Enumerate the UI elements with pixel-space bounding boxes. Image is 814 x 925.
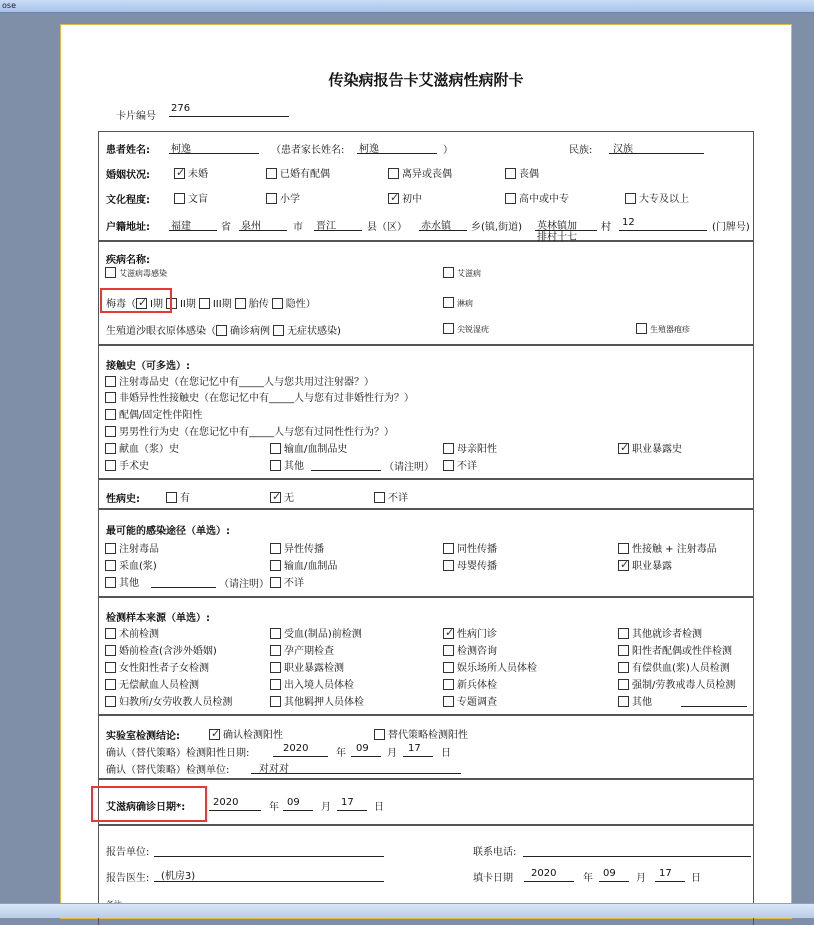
lab-month[interactable]: 09 [356, 743, 369, 754]
fill-year[interactable]: 2020 [531, 868, 557, 879]
county-underline [314, 218, 362, 231]
diagnosis-day-underline [337, 798, 367, 811]
route-hetero[interactable] [270, 540, 324, 555]
lab-confirmed[interactable] [209, 726, 283, 741]
source-option[interactable] [270, 676, 354, 691]
edu-illiterate[interactable] [174, 190, 208, 205]
opt-label: 未婚 [188, 169, 208, 180]
opt-label: 小学 [280, 194, 300, 205]
checkbox-icon[interactable] [270, 443, 281, 454]
card-no-value[interactable]: 276 [171, 103, 191, 114]
checkbox-icon[interactable] [105, 443, 116, 454]
contact-occupational[interactable] [618, 440, 682, 455]
lab-month-underline [351, 744, 381, 757]
diagnosis-m: 月 [321, 802, 331, 813]
checkbox-icon[interactable] [174, 193, 185, 204]
source-option[interactable] [443, 659, 537, 674]
std-section [98, 479, 754, 509]
contact-item-4[interactable] [105, 423, 394, 438]
checkbox-icon[interactable] [443, 267, 454, 278]
fill-date-label: 填卡日期 [473, 873, 513, 884]
checkbox-icon[interactable] [174, 168, 185, 179]
route-occupational[interactable] [618, 557, 672, 572]
checkbox-icon[interactable] [105, 679, 116, 690]
contact-transfusion[interactable] [270, 440, 347, 455]
opt-label: 献血（浆）史 [119, 444, 179, 455]
opt-label: 输血/血制品 [284, 561, 338, 572]
opt-label: 出入境人员体检 [284, 680, 354, 691]
marital-married[interactable] [266, 165, 330, 180]
opt-label: 初中 [402, 194, 422, 205]
opt-label: 性病门诊 [457, 629, 497, 640]
contact-item-3[interactable] [105, 406, 202, 421]
lab-unit-field[interactable]: 对对对 [259, 764, 289, 775]
checkbox-icon[interactable] [105, 543, 116, 554]
opt-label: 男男性行为史（在您记忆中有_____人与您有过同性性行为？） [119, 427, 394, 438]
patient-name-underline [169, 141, 259, 154]
opt-label: 其他 [119, 578, 139, 589]
lab-year[interactable]: 2020 [283, 743, 309, 754]
source-option[interactable] [270, 693, 364, 708]
source-option[interactable] [618, 676, 735, 691]
std-no[interactable] [270, 489, 294, 504]
opt-label: 术前检测 [119, 629, 159, 640]
checkbox-icon[interactable] [374, 729, 385, 740]
lab-unit-underline [251, 761, 461, 774]
checkbox-icon[interactable] [443, 460, 454, 471]
checkbox-icon[interactable] [273, 325, 284, 336]
ethnic-field[interactable]: 汉族 [613, 144, 633, 155]
opt-label: 妇教所/女劳收教人员检测 [119, 697, 233, 708]
opt-label: I期 [150, 299, 163, 310]
diagnosis-year[interactable]: 2020 [213, 797, 239, 808]
opt-label: 确认检测阳性 [223, 730, 283, 741]
opt-label: 母婴传播 [457, 561, 497, 572]
diagnosis-month[interactable]: 09 [287, 797, 300, 808]
source-option[interactable] [270, 625, 362, 640]
ethnic-label: 民族: [569, 145, 593, 156]
house-field[interactable]: 12 [622, 217, 635, 228]
opt-label: 婚前检查(含涉外婚姻) [119, 646, 217, 657]
window-title: ose [2, 1, 16, 10]
opt-label: 注射毒品 [119, 544, 159, 555]
opt-label: 性接触 + 注射毒品 [632, 544, 717, 555]
checkbox-icon[interactable] [105, 392, 116, 403]
source-option[interactable] [443, 676, 497, 691]
checkbox-icon[interactable] [270, 543, 281, 554]
contact-other[interactable] [270, 457, 304, 472]
marital-divorced[interactable] [388, 165, 452, 180]
chlamydia-label: 生殖道沙眼衣原体感染（ [106, 326, 216, 337]
checkbox-icon[interactable] [443, 443, 454, 454]
diagnosis-y: 年 [269, 802, 279, 813]
city-field[interactable]: 泉州 [241, 221, 261, 232]
checkbox-icon[interactable] [235, 298, 246, 309]
opt-label: 专题调查 [457, 697, 497, 708]
doctor-field[interactable]: (机房3) [161, 871, 196, 882]
city-unit: 市 [293, 222, 303, 233]
parent-name-field[interactable]: 柯逸 [359, 144, 379, 155]
source-other-underline [681, 694, 747, 707]
opt-label: 尖锐湿疣 [457, 325, 489, 334]
checkbox-icon[interactable] [270, 679, 281, 690]
parent-name-label: （患者家长姓名: [271, 145, 345, 156]
contact-blood-donation[interactable] [105, 440, 179, 455]
checkbox-icon[interactable] [272, 298, 283, 309]
opt-label: 职业暴露 [632, 561, 672, 572]
opt-label: 同性传播 [457, 544, 497, 555]
opt-label: 替代策略检测阳性 [388, 730, 468, 741]
doctor-underline [154, 869, 384, 882]
fill-month[interactable]: 09 [603, 868, 616, 879]
county-field[interactable]: 晋江 [316, 221, 336, 232]
phone-label: 联系电话: [473, 847, 517, 858]
opt-label: 艾滋病毒感染 [119, 269, 167, 278]
lab-unit-label: 确认（替代策略）检测单位: [106, 765, 230, 776]
opt-label: 离异或丧偶 [402, 169, 452, 180]
marital-unmarried[interactable] [174, 165, 208, 180]
checkbox-icon[interactable] [443, 560, 454, 571]
disease-herpes[interactable] [636, 323, 690, 335]
lab-date-label: 确认（替代策略）检测阳性日期: [106, 748, 250, 759]
town-underline [419, 218, 467, 231]
edu-primary[interactable] [266, 190, 300, 205]
village-field[interactable]: 英林镇加 [537, 221, 577, 232]
opt-label: 女性阳性者子女检测 [119, 663, 209, 674]
province-field[interactable]: 福建 [171, 221, 191, 232]
lab-m: 月 [387, 748, 397, 759]
opt-label: 胎传 [248, 299, 269, 310]
checkbox-icon[interactable] [618, 628, 629, 639]
opt-label: 无症状感染) [287, 326, 341, 337]
checkbox-icon[interactable] [505, 168, 516, 179]
fill-day-underline [655, 869, 685, 882]
route-plasma[interactable] [105, 557, 157, 572]
source-option[interactable] [270, 642, 334, 657]
checkbox-icon[interactable] [625, 193, 636, 204]
window-titlebar [0, 0, 814, 13]
source-option[interactable] [105, 625, 159, 640]
contact-item-2[interactable] [105, 389, 414, 404]
house-unit: (门牌号) [712, 222, 750, 233]
checkbox-icon[interactable] [105, 267, 116, 278]
source-option[interactable] [443, 642, 497, 657]
opt-label: 母亲阳性 [457, 444, 497, 455]
opt-label: 新兵体检 [457, 680, 497, 691]
opt-label: 丧偶 [519, 169, 539, 180]
checkbox-icon[interactable] [105, 409, 116, 420]
checkbox-icon[interactable] [270, 492, 281, 503]
lab-year-underline [273, 744, 328, 757]
opt-label: 注射毒品史（在您记忆中有_____人与您共用过注射器？） [119, 377, 374, 388]
lab-label: 实验室检测结论: [106, 731, 180, 742]
checkbox-icon[interactable] [270, 577, 281, 588]
source-option[interactable] [618, 659, 730, 674]
checkbox-icon[interactable] [166, 492, 177, 503]
disease-label: 疾病名称: [106, 255, 150, 266]
checkbox-icon[interactable] [266, 193, 277, 204]
town-field[interactable]: 赤水镇 [421, 221, 451, 232]
opt-label: 孕产期检查 [284, 646, 334, 657]
route-other-underline [151, 575, 216, 588]
card-no-underline [169, 104, 289, 117]
report-unit-label: 报告单位: [106, 847, 150, 858]
contact-other-underline [311, 458, 381, 471]
route-sex-injection[interactable] [618, 540, 717, 555]
patient-name-field[interactable]: 柯逸 [171, 144, 191, 155]
opt-label: 娱乐场所人员体检 [457, 663, 537, 674]
opt-label: 异性传播 [284, 544, 324, 555]
opt-label: 有 [180, 493, 190, 504]
checkbox-icon[interactable] [443, 323, 454, 334]
checkbox-icon[interactable] [618, 662, 629, 673]
marital-widowed[interactable] [505, 165, 539, 180]
contact-label: 接触史（可多选）: [106, 361, 190, 372]
fill-day[interactable]: 17 [659, 868, 672, 879]
opt-label: II期 [179, 299, 196, 310]
report-unit-underline [154, 844, 384, 857]
opt-label: 手术史 [119, 461, 149, 472]
highlight-diagnosis [91, 786, 207, 822]
opt-label: 不详 [388, 493, 408, 504]
education-label: 文化程度: [106, 195, 150, 206]
province-underline [169, 218, 217, 231]
lab-day[interactable]: 17 [408, 743, 421, 754]
checkbox-icon[interactable] [443, 679, 454, 690]
opt-label: 隐性） [285, 299, 316, 310]
source-option[interactable] [105, 693, 232, 708]
checkbox-icon[interactable] [618, 679, 629, 690]
parent-name-underline [357, 141, 437, 154]
doctor-label: 报告医生: [106, 873, 150, 884]
checkbox-icon[interactable] [443, 543, 454, 554]
checkbox-icon[interactable] [270, 662, 281, 673]
std-unknown[interactable] [374, 489, 408, 504]
checkbox-icon[interactable] [443, 696, 454, 707]
checkbox-icon[interactable] [443, 628, 454, 639]
report-card-page [60, 24, 792, 919]
checkbox-icon[interactable] [270, 560, 281, 571]
county-unit: 县（区） [367, 222, 407, 233]
checkbox-icon[interactable] [618, 645, 629, 656]
parent-close: ） [443, 145, 453, 156]
highlight-syphilis [100, 288, 172, 313]
contact-mother[interactable] [443, 440, 497, 455]
page-title: 传染病报告卡艾滋病性病附卡 [328, 71, 524, 89]
disease-condyloma[interactable] [443, 323, 489, 335]
fill-y: 年 [583, 873, 593, 884]
route-unknown[interactable] [270, 574, 304, 589]
diagnosis-year-underline [209, 798, 261, 811]
fill-m: 月 [636, 873, 646, 884]
opt-label: 艾滋病 [457, 269, 481, 278]
source-label: 检测样本来源（单选）: [106, 613, 210, 624]
std-yes[interactable] [166, 489, 190, 504]
marital-label: 婚姻状况: [106, 170, 150, 181]
checkbox-icon[interactable] [505, 193, 516, 204]
patient-name-label: 患者姓名: [106, 145, 150, 156]
checkbox-icon[interactable] [618, 560, 629, 571]
checkbox-icon[interactable] [105, 645, 116, 656]
source-option[interactable] [618, 693, 652, 708]
opt-label: 高中或中专 [519, 194, 569, 205]
checkbox-icon[interactable] [636, 323, 647, 334]
opt-label: 强制/劳教戒毒人员检测 [632, 680, 736, 691]
fill-year-underline [524, 869, 574, 882]
checkbox-icon[interactable] [105, 577, 116, 588]
lab-alternative[interactable] [374, 726, 468, 741]
checkbox-icon[interactable] [105, 460, 116, 471]
checkbox-icon[interactable] [388, 193, 399, 204]
checkbox-icon[interactable] [266, 168, 277, 179]
checkbox-icon[interactable] [270, 696, 281, 707]
opt-label: 受血(制品)前检测 [284, 629, 362, 640]
opt-label: 配偶/固定性伴阳性 [119, 410, 203, 421]
opt-label: 文盲 [188, 194, 208, 205]
checkbox-icon[interactable] [199, 298, 210, 309]
opt-label: 检测咨询 [457, 646, 497, 657]
checkbox-icon[interactable] [209, 729, 220, 740]
route-homo[interactable] [443, 540, 497, 555]
opt-label: 其他 [284, 461, 304, 472]
opt-label: 确诊病例 [230, 326, 270, 337]
opt-label: 输血/血制品史 [284, 444, 348, 455]
checkbox-icon[interactable] [105, 662, 116, 673]
fill-month-underline [599, 869, 629, 882]
source-option[interactable] [443, 693, 497, 708]
opt-label: 无偿献血人员检测 [119, 680, 199, 691]
checkbox-icon[interactable] [618, 696, 629, 707]
std-label: 性病史: [106, 494, 140, 505]
route-label: 最可能的感染途径（单选）: [106, 526, 230, 537]
lab-y: 年 [336, 748, 346, 759]
route-other-note: （请注明） [219, 579, 269, 590]
edu-college[interactable] [625, 190, 689, 205]
checkbox-icon[interactable] [216, 325, 227, 336]
village-unit: 村 [601, 222, 611, 233]
checkbox-icon[interactable] [105, 560, 116, 571]
source-option[interactable] [105, 659, 209, 674]
opt-label: 其他就诊者检测 [632, 629, 702, 640]
checkbox-icon[interactable] [270, 460, 281, 471]
opt-label: 其他 [632, 697, 652, 708]
house-underline [619, 218, 707, 231]
route-transfusion[interactable] [270, 557, 337, 572]
address-label: 户籍地址: [106, 222, 150, 233]
opt-label: 有偿供血(浆)人员检测 [632, 663, 730, 674]
fill-d: 日 [691, 873, 701, 884]
province-unit: 省 [221, 222, 231, 233]
disease-gonorrhea[interactable] [443, 297, 473, 309]
disease-aids[interactable] [443, 267, 481, 279]
route-other[interactable] [105, 574, 139, 589]
checkbox-icon[interactable] [105, 628, 116, 639]
checkbox-icon[interactable] [443, 645, 454, 656]
opt-label: 采血(浆) [119, 561, 157, 572]
opt-label: 阳性者配偶或性伴检测 [632, 646, 732, 657]
page-inner [61, 25, 791, 918]
route-mother-child[interactable] [443, 557, 497, 572]
syphilis-label: 梅毒（ [106, 299, 136, 310]
checkbox-icon[interactable] [374, 492, 385, 503]
opt-label: 职业暴露检测 [284, 663, 344, 674]
status-bar [0, 903, 814, 918]
route-injection[interactable] [105, 540, 159, 555]
opt-label: III期 [212, 299, 232, 310]
edu-middle[interactable] [388, 190, 422, 205]
source-option[interactable] [618, 625, 702, 640]
checkbox-icon[interactable] [270, 645, 281, 656]
village-underline [535, 218, 597, 231]
opt-label: 职业暴露史 [632, 444, 682, 455]
edu-high[interactable] [505, 190, 569, 205]
phone-underline [523, 844, 751, 857]
lab-day-underline [403, 744, 433, 757]
opt-label: 大专及以上 [639, 194, 689, 205]
opt-label: 淋病 [457, 299, 473, 308]
village-field-2[interactable]: 排村十七 [537, 232, 577, 243]
checkbox-icon[interactable] [270, 628, 281, 639]
checkbox-icon[interactable] [443, 297, 454, 308]
source-option[interactable] [105, 642, 217, 657]
checkbox-icon[interactable] [618, 443, 629, 454]
contact-item-1[interactable] [105, 373, 374, 388]
opt-label: 不详 [284, 578, 304, 589]
contact-unknown[interactable] [443, 457, 477, 472]
opt-label: 无 [284, 493, 294, 504]
opt-label: 不详 [457, 461, 477, 472]
source-option[interactable] [443, 625, 497, 640]
diagnosis-d: 日 [374, 802, 384, 813]
contact-surgery[interactable] [105, 457, 149, 472]
city-underline [239, 218, 287, 231]
checkbox-icon[interactable] [105, 426, 116, 437]
opt-label: 非婚异性性接触史（在您记忆中有_____人与您有过非婚性行为？） [119, 393, 414, 404]
opt-label: 已婚有配偶 [280, 169, 330, 180]
source-option[interactable] [270, 659, 344, 674]
checkbox-icon[interactable] [105, 696, 116, 707]
diagnosis-day[interactable]: 17 [341, 797, 354, 808]
diagnosis-month-underline [283, 798, 313, 811]
checkbox-icon[interactable] [618, 543, 629, 554]
lab-d: 日 [441, 748, 451, 759]
checkbox-icon[interactable] [105, 376, 116, 387]
checkbox-icon[interactable] [388, 168, 399, 179]
source-option[interactable] [105, 676, 199, 691]
opt-label: 生殖器疱疹 [650, 325, 690, 334]
checkbox-icon[interactable] [443, 662, 454, 673]
opt-label: 其他羁押人员体检 [284, 697, 364, 708]
ethnic-underline [609, 141, 704, 154]
disease-hiv[interactable] [105, 267, 167, 279]
diagnosis-label: 艾滋病确诊日期*: [106, 802, 186, 813]
town-unit: 乡(镇,街道) [471, 222, 522, 233]
contact-other-note: （请注明） [384, 462, 434, 473]
source-option[interactable] [618, 642, 732, 657]
disease-chlamydia [106, 322, 341, 337]
card-no-label: 卡片编号 [116, 111, 156, 122]
